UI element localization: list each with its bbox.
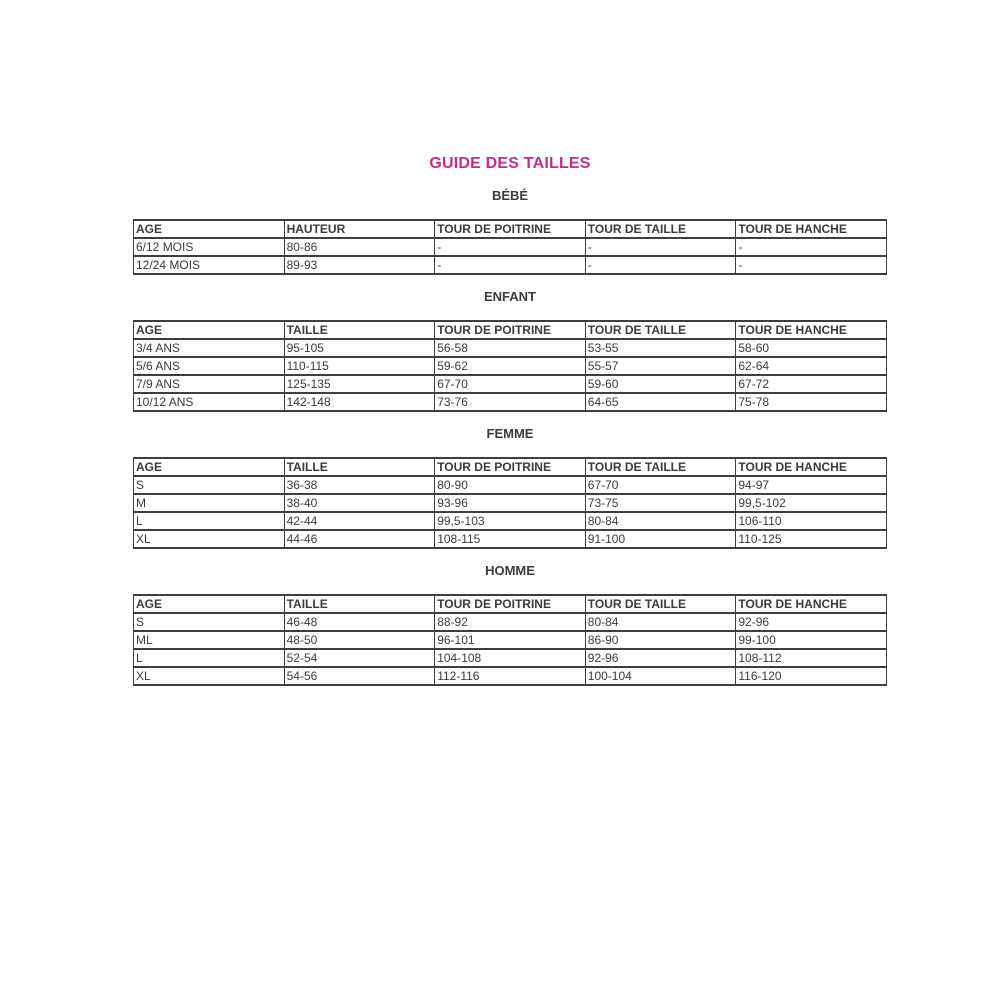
column-header: AGE bbox=[134, 220, 285, 238]
table-cell: 54-56 bbox=[284, 667, 435, 685]
table-cell: - bbox=[585, 256, 736, 274]
table-cell: 94-97 bbox=[736, 476, 887, 494]
table-row bbox=[134, 375, 887, 393]
column-header: TOUR DE TAILLE bbox=[585, 321, 736, 339]
table-row bbox=[134, 613, 887, 631]
table-row bbox=[134, 667, 887, 685]
table-cell: 91-100 bbox=[585, 530, 736, 548]
section-heading-enfant: ENFANT bbox=[484, 289, 536, 304]
table-cell: - bbox=[435, 238, 586, 256]
table-cell: 142-148 bbox=[284, 393, 435, 411]
table-row bbox=[134, 339, 887, 357]
column-header: TOUR DE POITRINE bbox=[435, 458, 586, 476]
column-header: TOUR DE HANCHE bbox=[736, 321, 887, 339]
column-header: HAUTEUR bbox=[284, 220, 435, 238]
column-header: TOUR DE HANCHE bbox=[736, 220, 887, 238]
table-cell: 104-108 bbox=[435, 649, 586, 667]
section-heading-bebe: BÉBÉ bbox=[491, 188, 529, 203]
table-cell: 73-75 bbox=[585, 494, 736, 512]
column-header: TOUR DE POITRINE bbox=[435, 321, 586, 339]
table-row bbox=[134, 530, 887, 548]
table-cell: 59-62 bbox=[435, 357, 586, 375]
table-cell: 86-90 bbox=[585, 631, 736, 649]
table-cell: 10/12 ANS bbox=[134, 393, 285, 411]
table-header-row bbox=[134, 595, 887, 613]
column-header: AGE bbox=[134, 595, 285, 613]
table-cell: 48-50 bbox=[284, 631, 435, 649]
size-table-homme bbox=[133, 594, 887, 686]
column-header: TOUR DE HANCHE bbox=[736, 458, 887, 476]
table-header-row bbox=[134, 220, 887, 238]
table-row bbox=[134, 494, 887, 512]
table-cell: 64-65 bbox=[585, 393, 736, 411]
table-cell: 3/4 ANS bbox=[134, 339, 285, 357]
table-cell: - bbox=[585, 238, 736, 256]
table-row bbox=[134, 649, 887, 667]
size-table-enfant bbox=[133, 320, 887, 412]
table-cell: S bbox=[134, 613, 285, 631]
table-cell: 67-70 bbox=[435, 375, 586, 393]
table-cell: 80-84 bbox=[585, 613, 736, 631]
table-cell: 96-101 bbox=[435, 631, 586, 649]
table-cell: 67-72 bbox=[736, 375, 887, 393]
table-cell: 93-96 bbox=[435, 494, 586, 512]
table-cell: 6/12 MOIS bbox=[134, 238, 285, 256]
size-guide-page bbox=[133, 155, 887, 701]
table-cell: ML bbox=[134, 631, 285, 649]
table-cell: 116-120 bbox=[736, 667, 887, 685]
section-heading-femme: FEMME bbox=[486, 426, 534, 441]
table-header-row bbox=[134, 458, 887, 476]
table-cell: - bbox=[736, 238, 887, 256]
table-cell: 73-76 bbox=[435, 393, 586, 411]
column-header: TOUR DE POITRINE bbox=[435, 595, 586, 613]
table-cell: 62-64 bbox=[736, 357, 887, 375]
table-cell: 92-96 bbox=[585, 649, 736, 667]
column-header: TAILLE bbox=[284, 595, 435, 613]
column-header: TOUR DE POITRINE bbox=[435, 220, 586, 238]
table-cell: 125-135 bbox=[284, 375, 435, 393]
size-table-bebe bbox=[133, 219, 887, 275]
table-row bbox=[134, 238, 887, 256]
table-cell: XL bbox=[134, 667, 285, 685]
column-header: AGE bbox=[134, 458, 285, 476]
table-cell: 53-55 bbox=[585, 339, 736, 357]
table-cell: 12/24 MOIS bbox=[134, 256, 285, 274]
table-cell: 75-78 bbox=[736, 393, 887, 411]
table-row bbox=[134, 393, 887, 411]
table-cell: 7/9 ANS bbox=[134, 375, 285, 393]
table-cell: 44-46 bbox=[284, 530, 435, 548]
size-table-femme bbox=[133, 457, 887, 549]
table-header-row bbox=[134, 321, 887, 339]
table-cell: 56-58 bbox=[435, 339, 586, 357]
table-cell: 112-116 bbox=[435, 667, 586, 685]
table-cell: 80-86 bbox=[284, 238, 435, 256]
table-cell: S bbox=[134, 476, 285, 494]
table-cell: L bbox=[134, 649, 285, 667]
table-cell: 55-57 bbox=[585, 357, 736, 375]
table-row bbox=[134, 512, 887, 530]
table-cell: 106-110 bbox=[736, 512, 887, 530]
table-cell: 5/6 ANS bbox=[134, 357, 285, 375]
section-heading-homme: HOMME bbox=[485, 563, 535, 578]
table-cell: 100-104 bbox=[585, 667, 736, 685]
table-cell: 95-105 bbox=[284, 339, 435, 357]
page-title: GUIDE DES TAILLES bbox=[429, 155, 591, 172]
column-header: TAILLE bbox=[284, 458, 435, 476]
table-cell: 38-40 bbox=[284, 494, 435, 512]
table-cell: M bbox=[134, 494, 285, 512]
table-cell: - bbox=[736, 256, 887, 274]
table-row bbox=[134, 476, 887, 494]
table-cell: 42-44 bbox=[284, 512, 435, 530]
table-row bbox=[134, 357, 887, 375]
column-header: TAILLE bbox=[284, 321, 435, 339]
table-cell: 88-92 bbox=[435, 613, 586, 631]
table-cell: 52-54 bbox=[284, 649, 435, 667]
sections-container bbox=[133, 189, 887, 686]
column-header: TOUR DE TAILLE bbox=[585, 458, 736, 476]
table-cell: 58-60 bbox=[736, 339, 887, 357]
table-cell: 46-48 bbox=[284, 613, 435, 631]
table-cell: 108-112 bbox=[736, 649, 887, 667]
table-cell: 99-100 bbox=[736, 631, 887, 649]
column-header: TOUR DE HANCHE bbox=[736, 595, 887, 613]
table-cell: 89-93 bbox=[284, 256, 435, 274]
table-cell: 80-84 bbox=[585, 512, 736, 530]
table-cell: 80-90 bbox=[435, 476, 586, 494]
column-header: TOUR DE TAILLE bbox=[585, 595, 736, 613]
column-header: TOUR DE TAILLE bbox=[585, 220, 736, 238]
table-cell: 110-125 bbox=[736, 530, 887, 548]
column-header: AGE bbox=[134, 321, 285, 339]
table-cell: XL bbox=[134, 530, 285, 548]
table-cell: L bbox=[134, 512, 285, 530]
table-cell: 92-96 bbox=[736, 613, 887, 631]
table-cell: 110-115 bbox=[284, 357, 435, 375]
table-cell: 108-115 bbox=[435, 530, 586, 548]
table-cell: 99,5-102 bbox=[736, 494, 887, 512]
table-cell: - bbox=[435, 256, 586, 274]
table-cell: 67-70 bbox=[585, 476, 736, 494]
table-cell: 99,5-103 bbox=[435, 512, 586, 530]
table-row bbox=[134, 256, 887, 274]
table-row bbox=[134, 631, 887, 649]
table-cell: 59-60 bbox=[585, 375, 736, 393]
table-cell: 36-38 bbox=[284, 476, 435, 494]
